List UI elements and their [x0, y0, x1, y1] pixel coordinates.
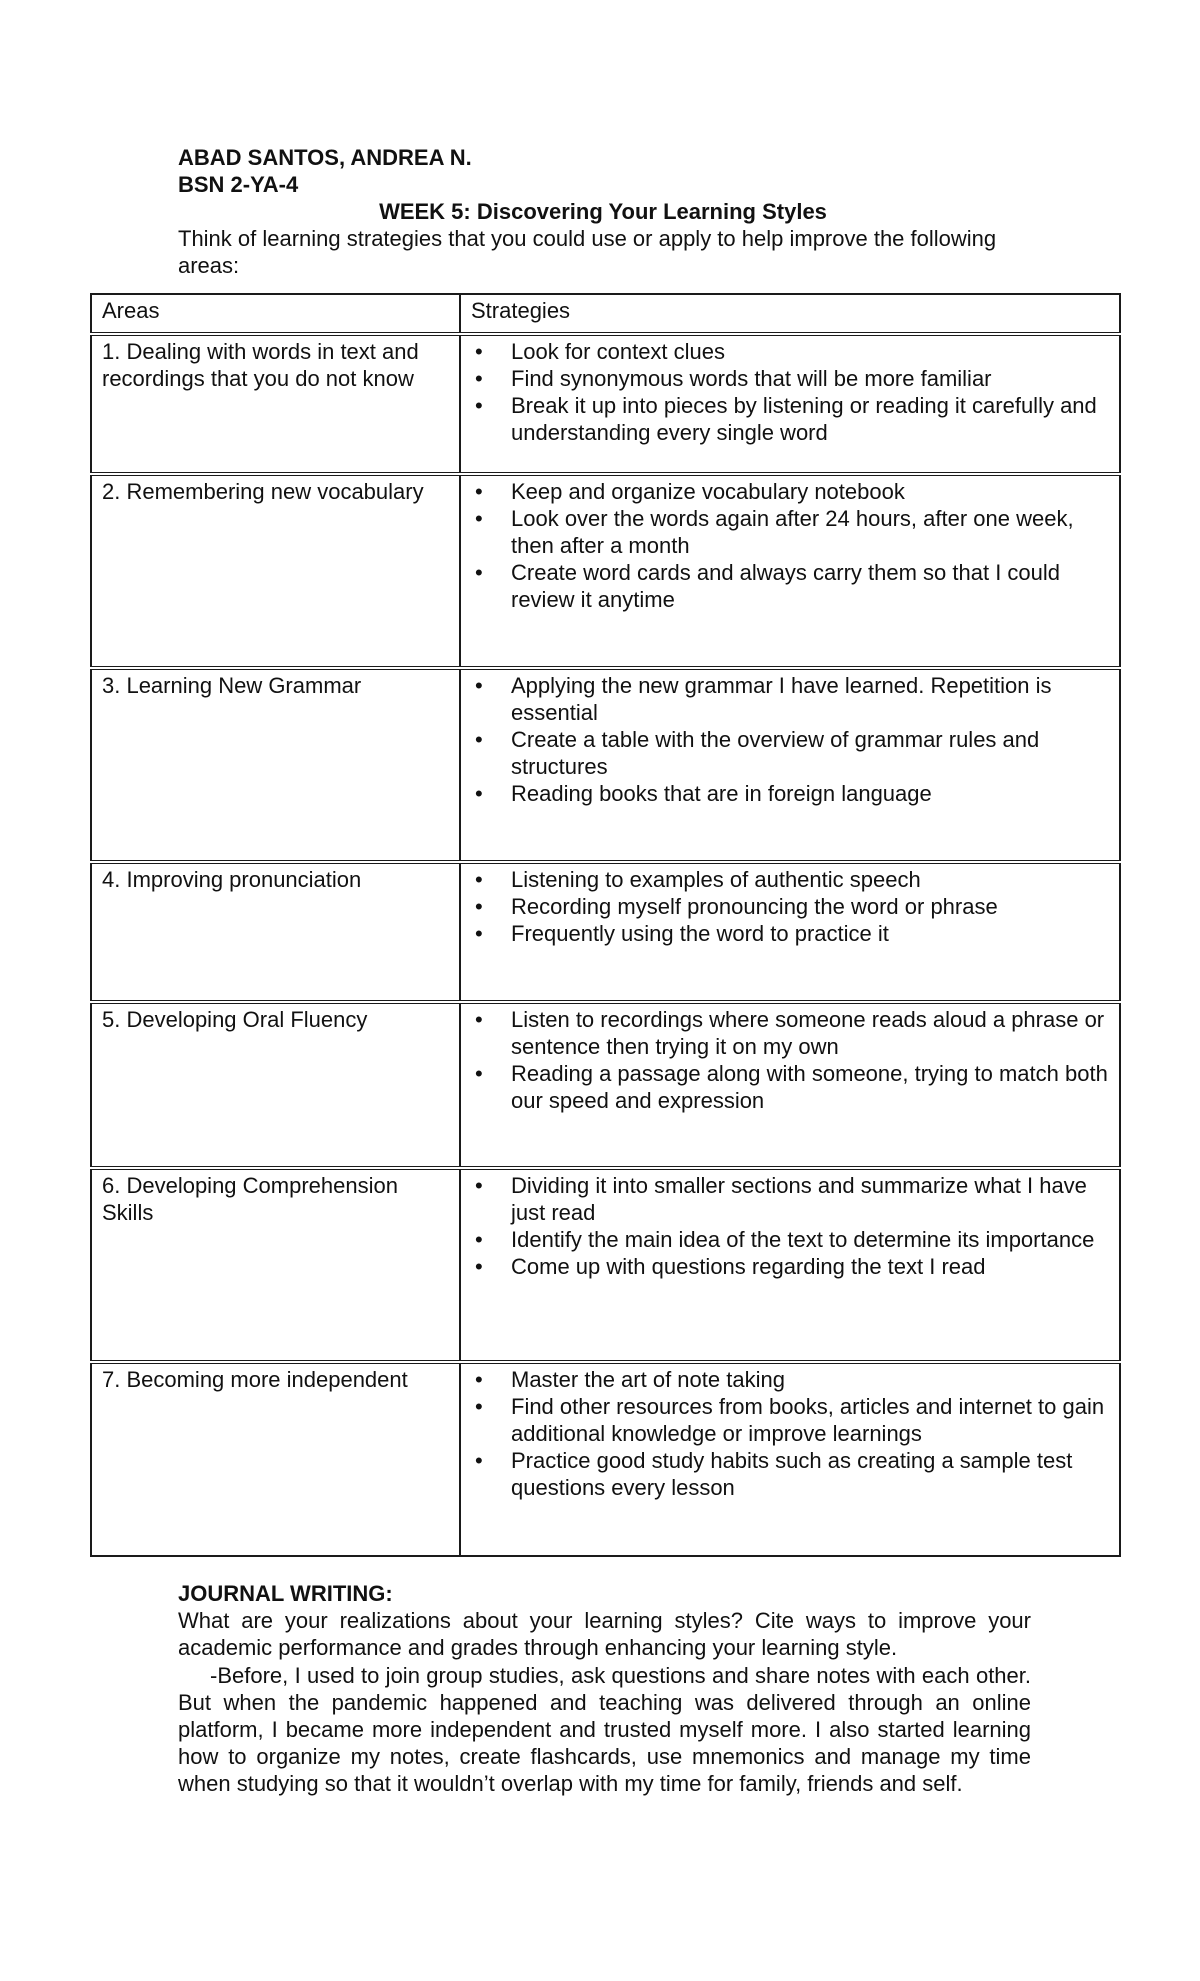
strategy-item: • Break it up into pieces by listening or reading it carefully and understanding every single word — [471, 392, 1109, 446]
table-row — [91, 1002, 1120, 1168]
strategies-cell — [460, 334, 1120, 474]
strategies-cell — [460, 474, 1120, 668]
strategy-item: • Reading books that are in foreign language — [471, 780, 1109, 807]
column-header-strategies: Strategies — [460, 294, 1120, 334]
strategies-table-wrapper — [90, 293, 1121, 1557]
strategies-cell — [460, 1362, 1120, 1556]
strategy-list — [471, 338, 1109, 446]
strategy-item: • Keep and organize vocabulary notebook — [471, 478, 1109, 505]
area-cell: 5. Developing Oral Fluency — [91, 1002, 460, 1168]
strategy-item: • Come up with questions regarding the text I read — [471, 1253, 1109, 1280]
area-cell: 2. Remembering new vocabulary — [91, 474, 460, 668]
strategy-list — [471, 1006, 1109, 1114]
table-row — [91, 862, 1120, 1002]
strategy-list — [471, 672, 1109, 807]
strategy-item: • Reading a passage along with someone, trying to match both our speed and expression — [471, 1060, 1109, 1114]
table-row — [91, 474, 1120, 668]
journal-question: What are your realizations about your learning styles? Cite ways to improve your academic performance and grades through enhancing your learning style. — [178, 1608, 1031, 1661]
instructions: Think of learning strategies that you could use or apply to help improve the following areas: — [178, 226, 997, 278]
table-row — [91, 334, 1120, 474]
strategies-cell — [460, 668, 1120, 862]
area-cell: 7. Becoming more independent — [91, 1362, 460, 1556]
student-name: ABAD SANTOS, ANDREA N. — [178, 145, 472, 170]
strategy-item: • Practice good study habits such as creating a sample test questions every lesson — [471, 1447, 1109, 1501]
strategy-item: • Frequently using the word to practice it — [471, 920, 1109, 947]
strategies-table — [90, 293, 1121, 1557]
area-cell: 3. Learning New Grammar — [91, 668, 460, 862]
table-row — [91, 1362, 1120, 1556]
area-cell: 1. Dealing with words in text and recordings that you do not know — [91, 334, 460, 474]
document-header — [178, 144, 1028, 279]
strategy-item: • Look for context clues — [471, 338, 1109, 365]
strategy-item: • Master the art of note taking — [471, 1366, 1109, 1393]
journal-answer: -Before, I used to join group studies, ask questions and share notes with each other. But when the pandemic happened and teaching was delivered through an online platform, I became more independent and trusted myself more. I also started learning how to organize my notes, create flashcards, use mnemonics and manage my time when studying so that it wouldn’t overlap with my time for family, friends and self. — [178, 1662, 1031, 1797]
strategy-item: • Create word cards and always carry them so that I could review it anytime — [471, 559, 1109, 613]
strategy-item: • Listening to examples of authentic speech — [471, 866, 1109, 893]
strategy-item: • Listen to recordings where someone reads aloud a phrase or sentence then trying it on my own — [471, 1006, 1109, 1060]
area-cell: 4. Improving pronunciation — [91, 862, 460, 1002]
table-header-row — [91, 294, 1120, 334]
strategy-list — [471, 1172, 1109, 1280]
strategy-item: • Applying the new grammar I have learned. Repetition is essential — [471, 672, 1109, 726]
strategy-item: • Identify the main idea of the text to determine its importance — [471, 1226, 1109, 1253]
strategy-list — [471, 1366, 1109, 1501]
strategy-item: • Create a table with the overview of grammar rules and structures — [471, 726, 1109, 780]
strategy-item: • Find synonymous words that will be more familiar — [471, 365, 1109, 392]
column-header-areas: Areas — [91, 294, 460, 334]
journal-heading: JOURNAL WRITING: — [178, 1581, 393, 1606]
strategy-item: • Recording myself pronouncing the word or phrase — [471, 893, 1109, 920]
table-row — [91, 668, 1120, 862]
page-title: WEEK 5: Discovering Your Learning Styles — [379, 199, 827, 224]
area-cell: 6. Developing Comprehension Skills — [91, 1168, 460, 1362]
strategies-cell — [460, 1168, 1120, 1362]
strategies-cell — [460, 862, 1120, 1002]
student-section: BSN 2-YA-4 — [178, 172, 299, 197]
table-row — [91, 1168, 1120, 1362]
strategy-item: • Look over the words again after 24 hours, after one week, then after a month — [471, 505, 1109, 559]
strategies-cell — [460, 1002, 1120, 1168]
strategy-list — [471, 866, 1109, 947]
strategy-item: • Find other resources from books, articles and internet to gain additional knowledge or improve learnings — [471, 1393, 1109, 1447]
strategy-list — [471, 478, 1109, 613]
strategy-item: • Dividing it into smaller sections and summarize what I have just read — [471, 1172, 1109, 1226]
journal-section — [178, 1580, 1031, 1798]
